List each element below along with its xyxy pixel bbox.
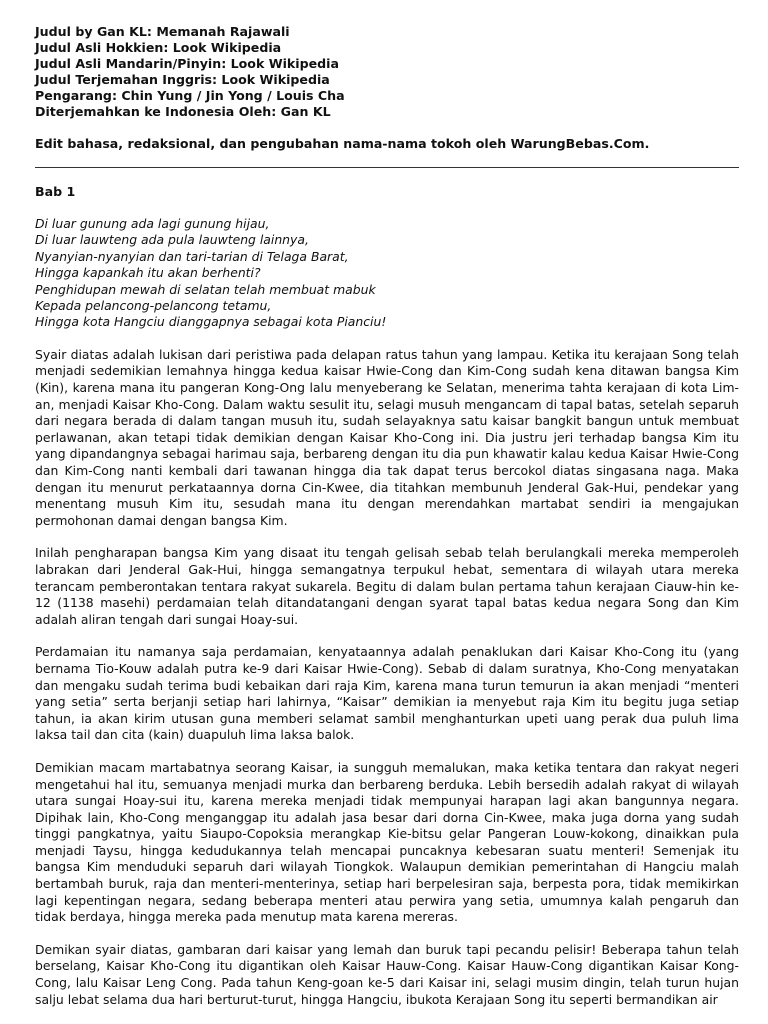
body-paragraph: Perdamaian itu namanya saja perdamaian, kenyataannya adalah penaklukan dari Kaisar Kho-Cong itu (yang bernama Tio-Kouw adalah putra ke-9 dari Kaisar Hwie-Cong). Sebab di dalam suratnya, Kho-Cong menyatakan dan mengaku sudah terima budi kebaikan dari raja Kim, karena mana turun temurun ia akan menjadi “menteri yang setia” serta berjanji setiap hari lahirnya, “Kaisar” demikian ia menyebut raja Kim itu begitu juga setiap tahun, ia akan kirim utusan guna memberi selamat sambil menghanturkan upeti uang perak dua puluh lima laksa tail dan cita (kain) duapuluh lima laksa balok. [35, 644, 739, 743]
meta-title-hokkien: Judul Asli Hokkien: Look Wikipedia [35, 40, 282, 55]
poem-line: Hingga kapankah itu akan berhenti? [35, 265, 261, 281]
poem-line: Hingga kota Hangciu dianggapnya sebagai kota Pianciu! [35, 314, 387, 330]
body-paragraph: Inilah pengharapan bangsa Kim yang disaat itu tengah gelisah sebab telah berulangkali mereka memperoleh labrakan dari Jenderal Gak-Hui, hingga semangatnya terpukul hebat, sementara di wilayah utara mereka terancam pemberontakan tentara rakyat sukarela. Begitu di dalam bulan pertama tahun kerajaan Ciauw-hin ke-12 (1138 masehi) perdamaian telah ditandatangani dengan syarat tapal batas kedua negara Song dan Kim adalah aliran tengah dari sungai Hoay-sui. [35, 545, 739, 627]
poem-line: Di luar lauwteng ada pula lauwteng lainnya, [35, 232, 309, 248]
chapter-title: Bab 1 [35, 184, 76, 199]
meta-title-mandarin: Judul Asli Mandarin/Pinyin: Look Wikipedia [35, 56, 339, 71]
poem-line: Nyanyian-nyanyian dan tari-tarian di Telaga Barat, [35, 248, 349, 264]
meta-translator: Diterjemahkan ke Indonesia Oleh: Gan KL [35, 104, 331, 119]
opening-poem [35, 216, 739, 331]
poem-line: Penghidupan mewah di selatan telah membuat mabuk [35, 281, 376, 297]
document-page [35, 24, 739, 1021]
meta-author: Pengarang: Chin Yung / Jin Yong / Louis Cha [35, 88, 345, 103]
meta-title-gan-kl: Judul by Gan KL: Memanah Rajawali [35, 24, 290, 39]
body-paragraph: Syair diatas adalah lukisan dari peristiwa pada delapan ratus tahun yang lampau. Ketika itu kerajaan Song telah menjadi sedemikian lemahnya hingga kedua kaisar Hwie-Cong dan Kim-Cong sudah kena ditawan bangsa Kim (Kin), karena mana itu pangeran Kong-Ong lalu menyeberang ke Selatan, menerima tahta kerajaan di kota Lim-an, menjadi Kaisar Kho-Cong. Dalam waktu sesulit itu, selagi musuh mengancam di tapal batas, setelah separuh dari negara berada di dalam tangan musuh itu, sudah selayaknya satu kaisar bangkit bangun untuk membuat perlawanan, akan tetapi tidak demikian dengan Kaisar Kho-Cong ini. Dia justru jeri terhadap bangsa Kim itu yang dipandangnya sebagai harimau saja, berbareng dengan itu dia pun khawatir kalau kedua Kaisar Hwie-Cong dan Kim-Cong nanti kembali dari tawanan hingga dia tak dapat terus bercokol diatas singasana naga. Maka dengan itu menurut perkataannya dorna Cin-Kwee, dia titahkan membunuh Jenderal Gak-Hui, pendekar yang menentang musuh Kim itu, sesudah mana itu dengan merendahkan martabat sendiri ia mengajukan permohonan damai dengan bangsa Kim. [35, 346, 739, 528]
section-divider [35, 167, 739, 168]
document-metadata [35, 24, 739, 120]
poem-line: Kepada pelancong-pelancong tetamu, [35, 298, 272, 314]
edit-credit-note: Edit bahasa, redaksional, dan pengubahan nama-nama tokoh oleh WarungBebas.Com. [35, 136, 650, 151]
poem-line: Di luar gunung ada lagi gunung hijau, [35, 216, 270, 231]
body-paragraph: Demikian macam martabatnya seorang Kaisar, ia sungguh memalukan, maka ketika tentara dan rakyat negeri mengetahui hal itu, semuanya menjadi murka dan berbareng berduka. Lebih bersedih adalah rakyat di wilayah utara sungai Hoay-sui itu, karena mereka menjadi tidak mempunyai harapan lagi akan bangunnya negara. Dipihak lain, Kho-Cong menganggap itu adalah jasa besar dari dorna Cin-Kwee, maka juga dorna yang sudah tinggi pangkatnya, yaitu Siaupo-Copoksia merangkap Kie-bitsu gelar Pangeran Louw-kokong, dinaikkan pula menjadi Taysu, hingga kedudukannya telah mencapai puncaknya kebesaran suatu menteri! Semenjak itu bangsa Kim menduduki separuh dari wilayah Tiongkok. Walaupun demikian pemerintahan di Hangciu malah bertambah buruk, raja dan menteri-menterinya, setiap hari berpelesiran saja, berpesta pora, tidak memikirkan lagi kepentingan negara, sedang beberapa menteri atau perwira yang setia, umumnya kalah pengaruh dan tidak berdaya, hingga mereka pada menutup mata karena mereras. [35, 759, 739, 925]
body-paragraph: Demikan syair diatas, gambaran dari kaisar yang lemah dan buruk tapi pecandu pelisir! Beberapa tahun telah berselang, Kaisar Kho-Cong itu digantikan oleh Kaisar Hauw-Cong. Kaisar Hauw-Cong digantikan Kaisar Kong-Cong, lalu Kaisar Leng Cong. Pada tahun Keng-goan ke-5 dari Kaisar ini, selagi musim dingin, telah turun hujan salju lebat selama dua hari berturut-turut, hingga Hangciu, ibukota Kerajaan Song itu seperti bermandikan air [35, 941, 739, 1007]
meta-title-english: Judul Terjemahan Inggris: Look Wikipedia [35, 72, 330, 87]
